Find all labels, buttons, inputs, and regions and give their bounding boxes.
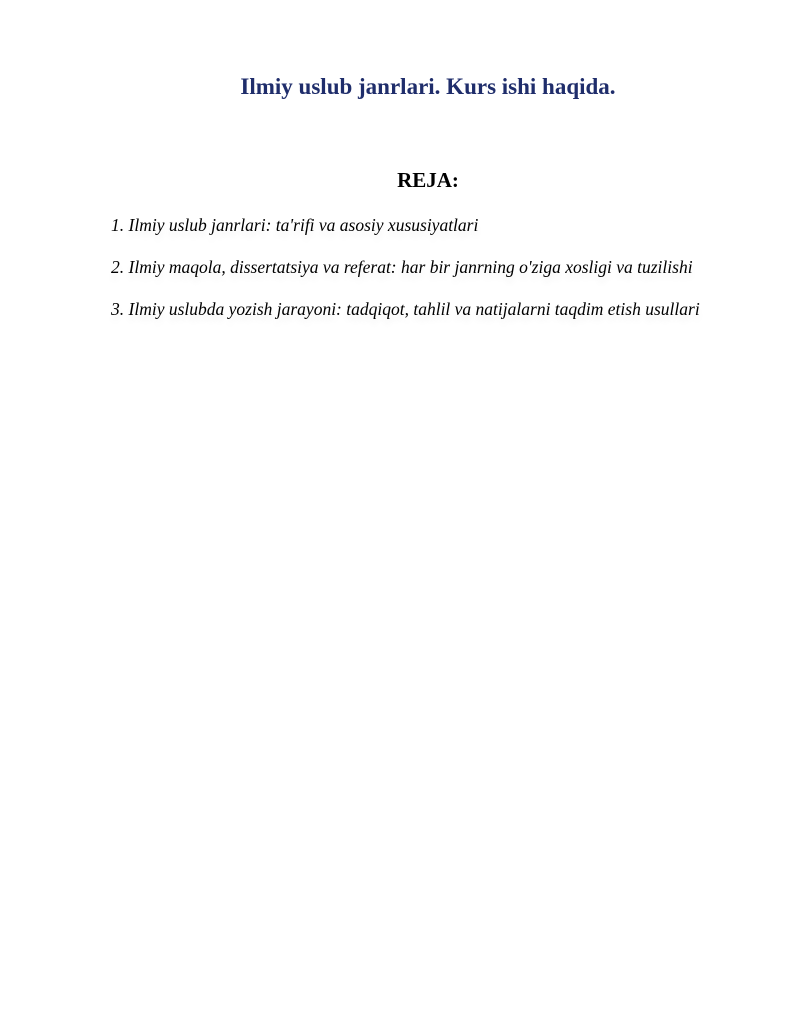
plan-item-2: 2. Ilmiy maqola, dissertatsiya va referat: har bir janrning o'ziga xosligi va tuzilishi [111,257,693,277]
plan-list [111,213,700,339]
plan-item-1: 1. Ilmiy uslub janrlari: ta'rifi va asosiy xususiyatlari [111,215,479,235]
plan-heading: REJA: [397,168,459,192]
page-title: Ilmiy uslub janrlari. Kurs ishi haqida. [240,74,616,99]
plan-item-3: 3. Ilmiy uslubda yozish jarayoni: tadqiqot, tahlil va natijalarni taqdim etish usullari [111,299,700,319]
